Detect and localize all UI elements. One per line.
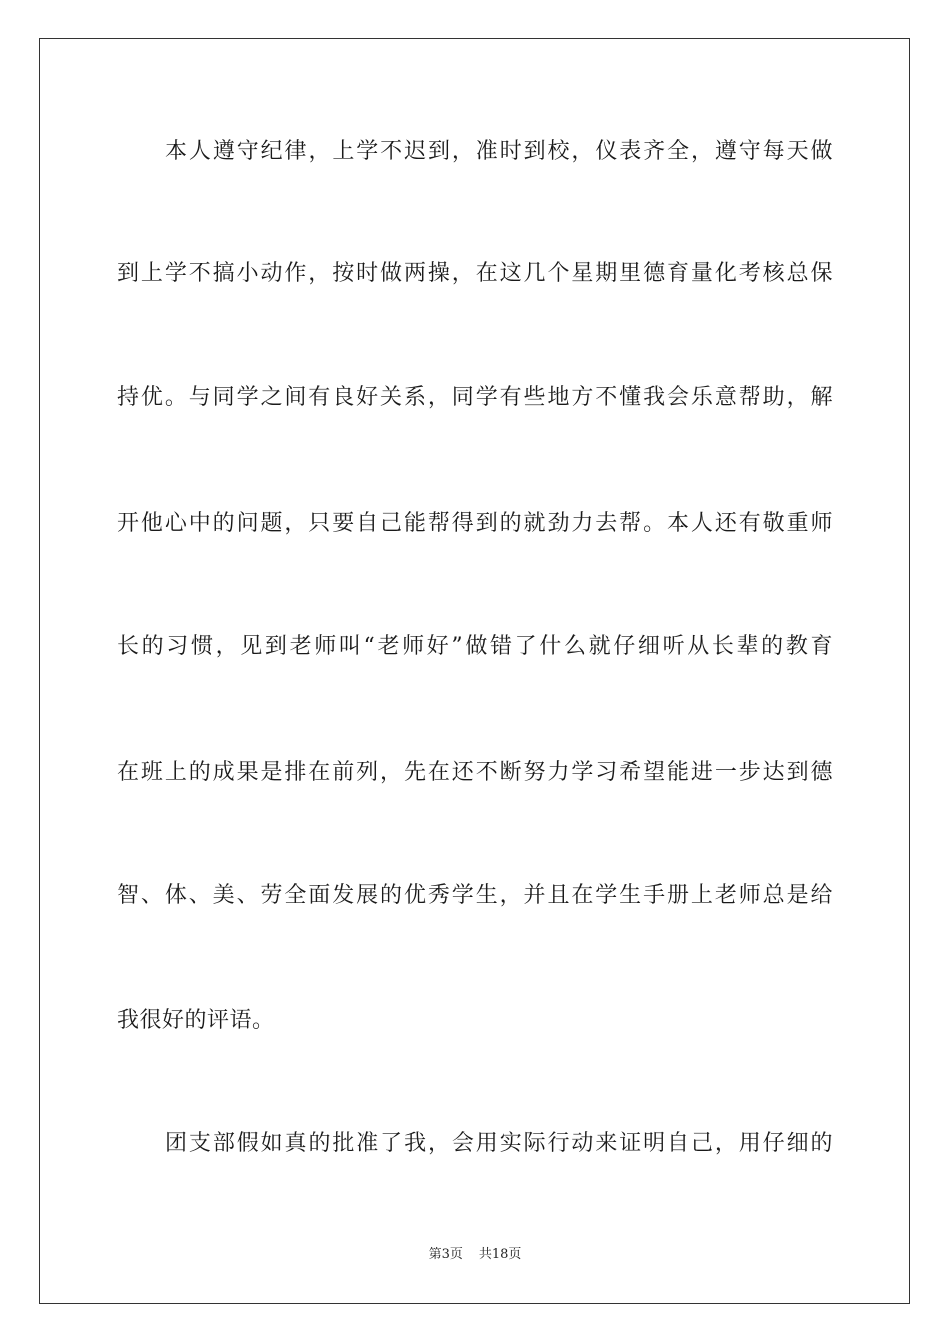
page-total: 共18页: [478, 1247, 522, 1262]
paragraph-line-6: 在班上的成果是排在前列，先在还不断努力学习希望能进一步达到德: [117, 760, 833, 785]
page-number: 第3页: [428, 1247, 463, 1262]
paragraph-line-7: 智、体、美、劳全面发展的优秀学生，并且在学生手册上老师总是给: [117, 883, 833, 908]
paragraph-line-2: 到上学不搞小动作，按时做两操，在这几个星期里德育量化考核总保: [117, 261, 833, 286]
paragraph-line-3: 持优。与同学之间有良好关系，同学有些地方不懂我会乐意帮助，解: [117, 385, 833, 410]
page-footer: [0, 1246, 950, 1264]
paragraph-line-1: 本人遵守纪律，上学不迟到，准时到校，仪表齐全，遵守每天做: [165, 139, 833, 164]
paragraph-line-9: 团支部假如真的批准了我，会用实际行动来证明自己，用仔细的: [165, 1131, 833, 1156]
paragraph-line-5: 长的习惯，见到老师叫“老师好”做错了什么就仔细听从长辈的教育: [117, 634, 833, 659]
paragraph-line-4: 开他心中的问题，只要自己能帮得到的就劲力去帮。本人还有敬重师: [117, 511, 833, 536]
page-border: [39, 38, 910, 1304]
paragraph-line-8: 我很好的评语。: [117, 1008, 275, 1033]
